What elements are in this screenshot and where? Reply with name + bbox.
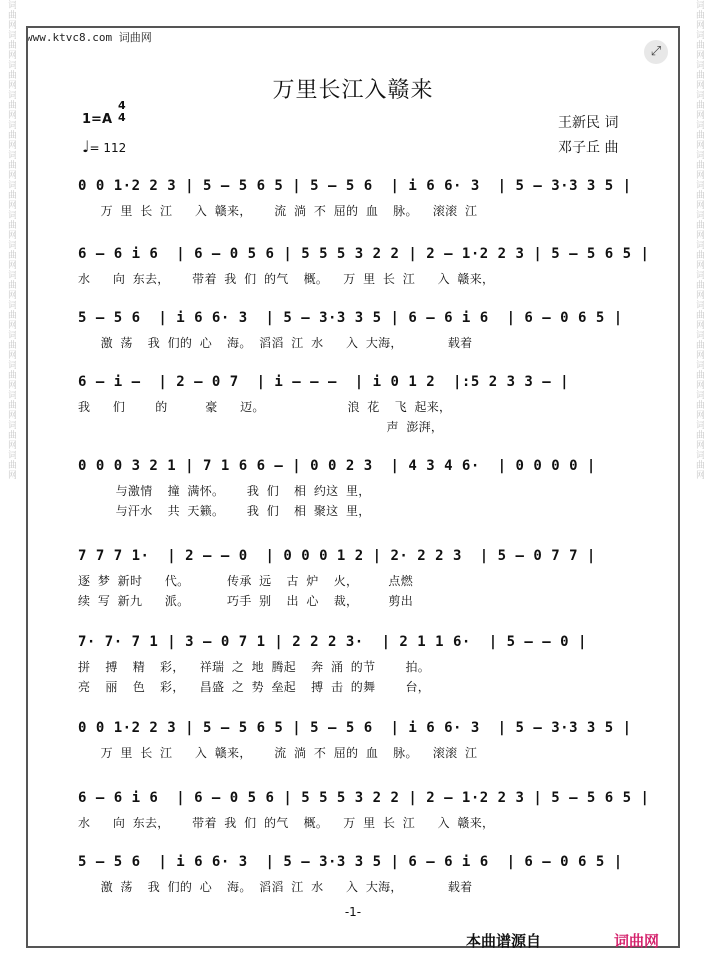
lyric-line: 激 荡 我 们的 心 海。 滔滔 江 水 入 大海， 载着 bbox=[78, 880, 473, 894]
notation-line: 6 – 6 i 6 | 6 – 0 5 6 | 5 5 5 3 2 2 | 2 – 1·2 2 3 | 5 – 5 6 5 | bbox=[78, 246, 650, 262]
page-number: -1- bbox=[344, 905, 362, 919]
lyric-line: 拼 搏 精 彩， 祥瑞 之 地 腾起 奔 涌 的节 拍。 bbox=[78, 660, 431, 674]
lyric-line: 声 澎湃， bbox=[78, 420, 444, 434]
lyric-line: 万 里 长 江 入 赣来， 流 淌 不 屈的 血 脉。 滚滚 江 bbox=[78, 746, 478, 760]
meter-bottom: 4 bbox=[118, 111, 126, 124]
watermark-right: 词曲网词曲网词曲网词曲网词曲网词曲网词曲网词曲网词曲网词曲网词曲网词曲网词曲网词曲网词曲网词曲网 bbox=[694, 0, 704, 480]
notation-line: 0 0 1·2 2 3 | 5 – 5 6 5 | 5 – 5 6 | i 6 6· 3 | 5 – 3·3 3 5 | bbox=[78, 720, 632, 736]
time-signature bbox=[118, 100, 126, 124]
lyricist-credit: 王新民 词 bbox=[558, 115, 619, 131]
notation-line: 6 – i – | 2 – 0 7 | i – – – | i 0 1 2 |:5 2 3 3 – | bbox=[78, 374, 570, 390]
notation-line: 7· 7· 7 1 | 3 – 0 7 1 | 2 2 2 3· | 2 1 1 6· | 5 – – 0 | bbox=[78, 634, 587, 650]
song-title: 万里长江入赣来 bbox=[272, 78, 434, 103]
notation-line: 0 0 0 3 2 1 | 7 1 6 6 – | 0 0 2 3 | 4 3 4 6· | 0 0 0 0 | bbox=[78, 458, 596, 474]
notation-line: 7 7 7 1· | 2 – – 0 | 0 0 0 1 2 | 2· 2 2 3 | 5 – 0 7 7 | bbox=[78, 548, 596, 564]
lyric-line: 水 向 东去， 带着 我 们 的气 概。 万 里 长 江 入 赣来， bbox=[78, 816, 495, 830]
lyric-line: 激 荡 我 们的 心 海。 滔滔 江 水 入 大海， 载着 bbox=[78, 336, 473, 350]
lyric-line: 与激情 撞 满怀。 我 们 相 约这 里， bbox=[78, 484, 371, 498]
notation-line: 6 – 6 i 6 | 6 – 0 5 6 | 5 5 5 3 2 2 | 2 – 1·2 2 3 | 5 – 5 6 5 | bbox=[78, 790, 650, 806]
meter-top: 4 bbox=[118, 99, 126, 112]
zoom-icon[interactable]: ⤢ bbox=[644, 40, 668, 64]
tempo-marking bbox=[82, 137, 126, 156]
lyric-line: 万 里 长 江 入 赣来， 流 淌 不 屈的 血 脉。 滚滚 江 bbox=[78, 204, 478, 218]
lyric-line: 逐 梦 新时 代。 传承 远 古 炉 火， 点燃 bbox=[78, 574, 413, 588]
footer-brand-logo[interactable]: 词曲网 bbox=[614, 932, 660, 950]
notation-line: 0 0 1·2 2 3 | 5 – 5 6 5 | 5 – 5 6 | i 6 6· 3 | 5 – 3·3 3 5 | bbox=[78, 178, 632, 194]
quarter-note-icon: ♩ bbox=[82, 137, 90, 156]
lyric-line: 与汗水 共 天籁。 我 们 相 聚这 里， bbox=[78, 504, 371, 518]
composer-credit: 邓子丘 曲 bbox=[558, 140, 619, 156]
notation-line: 5 – 5 6 | i 6 6· 3 | 5 – 3·3 3 5 | 6 – 6 i 6 | 6 – 0 6 5 | bbox=[78, 310, 623, 326]
lyric-line: 水 向 东去， 带着 我 们 的气 概。 万 里 长 江 入 赣来， bbox=[78, 272, 495, 286]
watermark-left: 词曲网词曲网词曲网词曲网词曲网词曲网词曲网词曲网词曲网词曲网词曲网词曲网词曲网词曲网词曲网词曲网 bbox=[6, 0, 16, 480]
site-url[interactable]: www.ktvc8.com 词曲网 bbox=[26, 31, 152, 44]
key-signature: 1=A bbox=[82, 112, 112, 127]
lyric-line: 亮 丽 色 彩， 昌盛 之 势 垒起 搏 击 的舞 台， bbox=[78, 680, 431, 694]
notation-line: 5 – 5 6 | i 6 6· 3 | 5 – 3·3 3 5 | 6 – 6 i 6 | 6 – 0 6 5 | bbox=[78, 854, 623, 870]
footer-source-text: 本曲谱源自 bbox=[466, 932, 542, 950]
lyric-line: 续 写 新九 派。 巧手 别 出 心 裁， 剪出 bbox=[78, 594, 413, 608]
lyric-line: 我 们 的 豪 迈。 浪 花 飞 起来， bbox=[78, 400, 452, 414]
tempo-value: = 112 bbox=[89, 141, 127, 155]
